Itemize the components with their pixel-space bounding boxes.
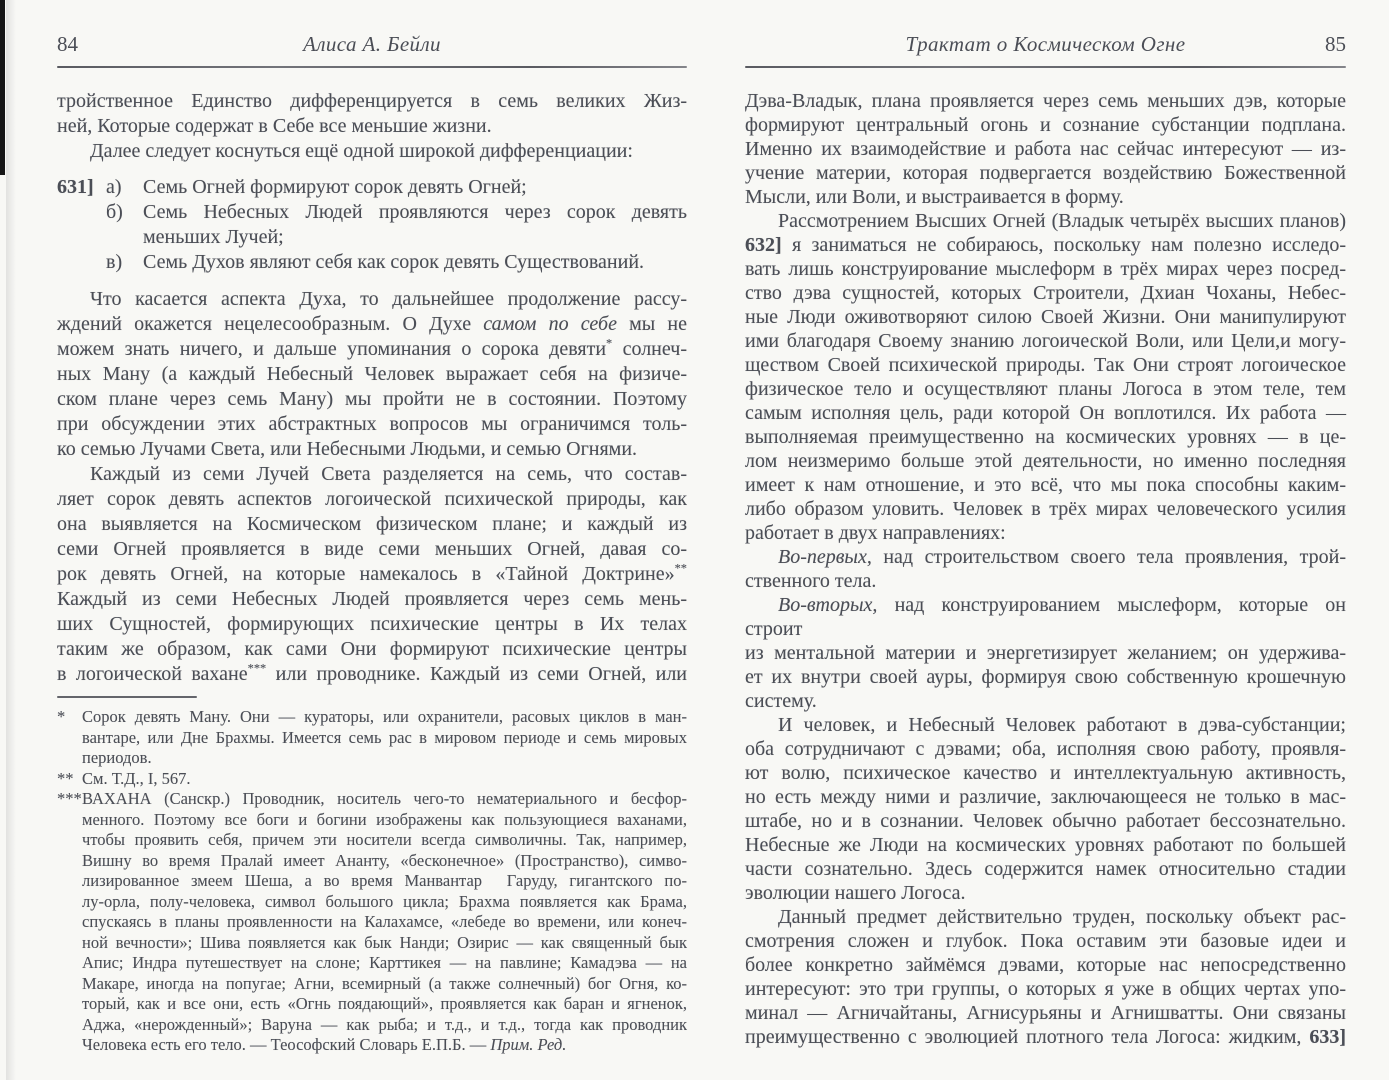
text-line: Семь Небесных Людей проявляются через сорок девять: [143, 201, 687, 223]
list-item-text: [143, 175, 687, 200]
text-line: рок девять Огней, на которые намекалось в «Тайной Доктрине»**: [57, 561, 687, 585]
text-line: Каждый из семи Небесных Людей проявляется через семь мень-: [57, 588, 687, 610]
text-line: Семь Духов являют себя как сорок девять Существований.: [143, 251, 645, 273]
list-item-letter: а): [106, 176, 122, 198]
text-line: Дэва-Владык, плана проявляется через семь меньших дэв, которые: [745, 90, 1346, 112]
text-line: вать лишь конструирование мыслеформ в трёх мирах через посред-: [745, 258, 1346, 280]
text-line: ют волю, психическое качество и интеллектуальную активность,: [745, 762, 1346, 784]
page-body: [57, 89, 687, 687]
text-line: менного. Поэтому все боги и богини изображены как пользующиеся ваханами,: [82, 809, 687, 829]
paragraph-number: 631]: [57, 176, 94, 198]
scan-edge-artifact: [0, 0, 5, 175]
text-line: И человек, и Небесный Человек работают в дэва-субстанции;: [778, 714, 1346, 736]
text-line: ных Ману (а каждый Небесный Человек выражает себя на физиче-: [57, 363, 687, 385]
text-line: ней, Которые содержат в Себе все меньшие жизни.: [57, 115, 492, 137]
list-item-text: [143, 200, 687, 250]
footnote-marker: ***: [57, 789, 82, 808]
paragraph-number: [57, 250, 106, 275]
footnote: [57, 769, 687, 790]
paragraph: [745, 713, 1346, 905]
text-line: либо образом уловить. Человек в трёх мирах человеческого усилия: [745, 498, 1346, 520]
text-line: семи Огней проявляется в виде семи меньших Огней, давая со-: [57, 538, 687, 560]
page-header: [745, 30, 1346, 62]
text-line: лом неизмеримо больше этой деятельности, но именно последняя: [745, 450, 1346, 472]
page-number: 84: [57, 32, 78, 56]
page-body: [745, 89, 1346, 1049]
page-number: 85: [1325, 32, 1346, 56]
text-line: Небесные же Люди на космических уровнях работают по большей: [745, 834, 1346, 856]
list-item-text: [143, 250, 687, 275]
footnotes-section: [57, 696, 687, 1056]
text-line: ственного тела.: [745, 570, 877, 592]
page-right: [745, 30, 1346, 1049]
text-line: Вишну во время Пралай имеет Ананту, «бесконечное» (Пространство), симво-: [82, 850, 687, 870]
text-line: учение материи, которая подвергается воздействию Божественной: [745, 162, 1346, 184]
text-line: интересуют: это три группы, о которых я уже в общих чертах упо-: [745, 978, 1346, 1000]
text-line: Данный предмет действительно труден, поскольку объект рас-: [778, 906, 1346, 928]
page-left: [57, 30, 687, 1056]
text-line: таким же образом, как сами Они формируют психические центры: [57, 638, 687, 660]
running-title: Алиса А. Бейли: [303, 32, 441, 56]
text-line: ВАХАНА (Санскр.) Проводник, носитель чего-то нематериального и бесфор-: [82, 789, 687, 808]
numbered-list: [57, 175, 687, 275]
text-line: но есть между ними и различие, заключающееся не только в мас-: [745, 786, 1346, 808]
text-line: ной вечности»; Шива появляется как бык Нанди; Озирис — как священный бык: [82, 932, 687, 952]
paragraph: [57, 287, 687, 462]
text-line: части сознательно. Здесь содержится намек относительно стадии: [745, 858, 1346, 880]
page-header: [57, 30, 687, 62]
text-line: чтобы проявить себя, причем эти носители всегда символичны. Так, например,: [82, 830, 687, 849]
text-line: Что касается аспекта Духа, то дальнейшее продолжение рассу-: [90, 288, 687, 310]
text-line: периодов.: [82, 748, 152, 767]
text-line: Аджа, «нерожденный»; Варуна — как рыба; и т.д., и т.д., тогда как проводник: [82, 1014, 687, 1034]
text-line: Именно их взаимодействие и работа нас сейчас интересуют — из-: [745, 138, 1346, 160]
text-line: в логоической вахане*** или проводнике. Каждый из семи Огней, или: [57, 661, 688, 685]
text-line: Во-первых, над строительством своего тела проявления, трой-: [778, 546, 1346, 568]
text-line: преимущественно с эволюцией плотного тела Логоса: жидким, 633]: [745, 1026, 1346, 1048]
text-line: оба сотрудничают с дэвами; оба, исполняя свою работу, проявля-: [745, 738, 1346, 760]
text-line: меньших Лучей;: [143, 226, 284, 248]
paragraph: [57, 139, 687, 164]
footnote: [57, 707, 687, 769]
text-line: Макаре, иногда на попугае; Агни, всемирный (а также солнечный) бог Огня, ко-: [82, 973, 687, 993]
text-line: самым исполняя цель, ради которой Он воплотился. Их работа —: [745, 402, 1346, 424]
text-line: ждений окажется нецелесообразным. О Духе самом по себе мы не: [57, 313, 687, 335]
paragraph: [745, 209, 1346, 545]
text-line: минал — Агничайтаны, Агнисурьяны и Агнишватты. Они связаны: [745, 1002, 1346, 1024]
text-line: ко семью Лучами Света, или Небесными Людьми, и семью Огнями.: [57, 438, 638, 460]
text-line: 632] я заниматься не собираюсь, поскольку нам полезно исследо-: [745, 234, 1346, 256]
paragraph: [745, 545, 1346, 593]
list-item: [57, 200, 687, 250]
text-line: ство дэва сущностей, которых Строители, Дхиан Чоханы, Небес-: [745, 282, 1346, 304]
text-line: Каждый из семи Лучей Света разделяется на семь, что состав-: [90, 463, 687, 485]
text-line: ими благодаря Своему знанию логоической Воли, или Цели,и могу-: [745, 330, 1346, 352]
footnote-marker: *: [57, 707, 66, 726]
text-line: Во-вторых, над конструированием мыслеформ, которые он строит: [745, 594, 1346, 640]
text-line: выполняемая преимущественно на космических уровнях — в це-: [745, 426, 1346, 448]
list-item: [57, 250, 687, 275]
paragraph: [57, 462, 687, 687]
text-line: штабе, но и в сознании. Человек обычно работает бессознательно.: [745, 810, 1346, 832]
paragraph: [745, 905, 1346, 1049]
text-line: См. Т.Д., I, 567.: [82, 768, 191, 788]
text-line: ществом Своей психической природы. Так Они строят логоическое: [745, 354, 1346, 376]
text-line: вантаре, или Дне Брахмы. Имеется семь рас в мировом периоде и семь мировых: [82, 727, 687, 747]
list-item: [57, 175, 687, 200]
text-line: ляет сорок девять аспектов логоической психической природы, как: [57, 488, 687, 510]
paragraph: [745, 593, 1346, 713]
text-line: из ментальной материи и энергетизирует желанием; он удержива-: [745, 642, 1346, 664]
footnote: [57, 789, 687, 1056]
text-line: можем знать ничего, и дальше упоминания о сорока девяти* солнеч-: [57, 336, 687, 360]
footnote-marker: **: [57, 768, 74, 788]
text-line: ском плане через семь Ману) мы пройти не в состоянии. Поэтому: [57, 388, 687, 410]
text-line: Семь Огней формируют сорок девять Огней;: [143, 176, 527, 198]
footnote-separator: [57, 696, 197, 698]
text-line: Апис; Индра путешествует на слоне; Карттикея — на павлине; Камадэва — на: [82, 953, 687, 972]
text-line: работает в двух направлениях:: [745, 522, 1006, 544]
text-line: ные Люди оживотворяют силою Своей Жизни. Они манипулируют: [745, 306, 1346, 328]
text-line: ших Сущностей, формирующих психические центры в Их телах: [57, 613, 687, 635]
text-line: Человека есть его тело. — Теософский Словарь Е.П.Б. — Прим. Ред.: [82, 1035, 567, 1054]
text-line: имеет к нам отношение, и это всё, что мы пока способны каким-: [745, 474, 1346, 496]
list-item-letter: в): [106, 251, 123, 273]
text-line: при обсуждении этих абстрактных вопросов мы ограничимся толь-: [57, 413, 687, 435]
text-line: Сорок девять Ману. Они — кураторы, или охранители, расовых циклов в ман-: [82, 707, 687, 726]
text-line: лизированное змеем Шеша, а во время Манвантар Гаруду, гигантского по-: [82, 871, 687, 890]
text-line: тройственное Единство дифференцируется в семь великих Жиз-: [57, 90, 687, 112]
scan-shadow: [6, 0, 16, 1080]
paragraph: [745, 89, 1346, 209]
text-line: она выявляется на Космическом физическом плане; и каждый из: [57, 513, 687, 535]
text-line: смотрения сложен и глубок. Пока оставим эти базовые идеи и: [745, 930, 1346, 952]
paragraph-number: [57, 200, 106, 250]
text-line: лу-орла, полу-человека, символ большого цикла; Брахма появляется как Брама,: [82, 891, 687, 911]
text-line: торый, как и все они, есть «Огнь поядающий», проявляется как баран и ягненок,: [82, 994, 687, 1013]
paragraph: [57, 89, 687, 139]
running-title: Трактат о Космическом Огне: [905, 32, 1186, 56]
text-line: эволюции нашего Логоса.: [745, 882, 966, 904]
text-line: более конкретно займёмся дэвами, которые нас непосредственно: [745, 954, 1346, 976]
text-line: спускаясь в планы проявленности на Калахамсе, «лебеде во времени, или конеч-: [82, 912, 687, 931]
text-line: физическое тело и осуществляют планы Логоса в этом теле, тем: [745, 378, 1346, 400]
text-line: Далее следует коснуться ещё одной широкой дифференциации:: [90, 140, 633, 162]
text-line: систему.: [745, 690, 817, 712]
list-item-letter: б): [106, 201, 123, 223]
header-rule: [57, 66, 687, 68]
footnotes-list: [57, 707, 687, 1056]
header-rule: [745, 66, 1346, 68]
text-line: ет их внутри своей ауры, формируя свою собственную крошечную: [745, 666, 1346, 688]
text-line: формируют центральный огонь и сознание субстанции подплана.: [745, 114, 1346, 136]
text-line: Рассмотрением Высших Огней (Владык четырёх высших планов): [778, 210, 1346, 232]
text-line: Мысли, или Воли, и выстраивается в форму.: [745, 186, 1124, 208]
